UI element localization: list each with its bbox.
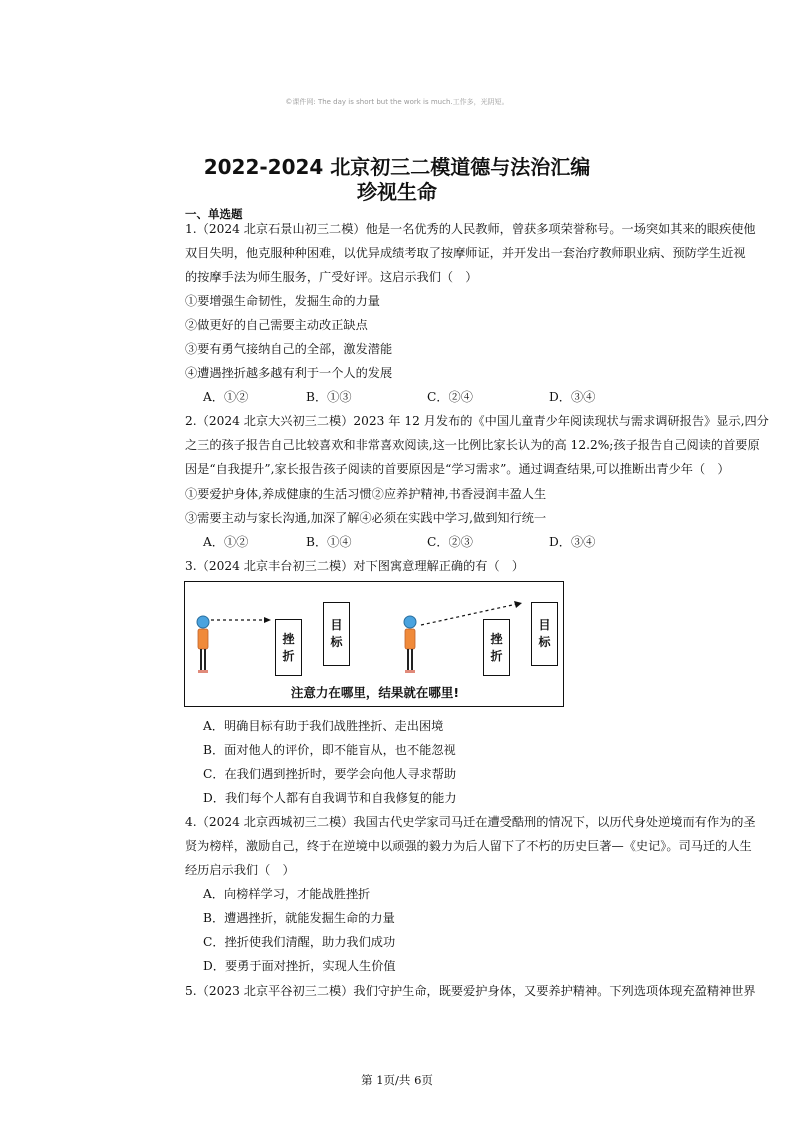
q5-stem-line-1: 5.（2023 北京平谷初三二模）我们守护生命，既要爱护身体，又要养护精神。下列选项体现充盈精神世界 bbox=[185, 984, 756, 998]
q3-option-b: B．面对他人的评价，即不能盲从，也不能忽视 bbox=[203, 743, 456, 757]
q1-statement-3: ③要有勇气接纳自己的全部，激发潜能 bbox=[185, 342, 393, 356]
obstacle-char-2: 折 bbox=[490, 648, 503, 663]
page-footer: 第 1页/共 6页 bbox=[361, 1073, 433, 1087]
document-subtitle: 珍视生命 bbox=[357, 180, 437, 204]
q2-option-b: B．①④ bbox=[306, 535, 352, 549]
q1-option-b: B．①③ bbox=[306, 390, 352, 404]
person-right-icon bbox=[404, 616, 416, 673]
q4-option-c: C．挫折使我们清醒，助力我们成功 bbox=[203, 935, 396, 949]
q2-option-a: A．①② bbox=[203, 535, 249, 549]
q2-stem-line-1: 2.（2024 北京大兴初三二模）2023 年 12 月发布的《中国儿童青少年阅读现状与需求调研报告》显示,四分 bbox=[185, 414, 769, 428]
q2-option-d: D．③④ bbox=[549, 535, 596, 549]
section-heading: 一、单选题 bbox=[185, 207, 243, 221]
q2-stem-line-3: 因是“自我提升”,家长报告孩子阅读的首要原因是“学习需求”。通过调查结果,可以推断出青少年（ ） bbox=[185, 462, 730, 476]
q4-option-a: A．向榜样学习，才能战胜挫折 bbox=[203, 887, 371, 901]
watermark: ©课件网: The day is short but the work is much.工作多，光阴短。 bbox=[285, 98, 509, 106]
q2-option-c: C．②③ bbox=[427, 535, 473, 549]
obstacle-char-2: 折 bbox=[282, 648, 295, 663]
figure-caption: 注意力在哪里，结果就在哪里! bbox=[290, 685, 460, 700]
q1-stem-line-1: 1.（2024 北京石景山初三二模）他是一名优秀的人民教师，曾获多项荣誉称号。一场突如其来的眼疾使他 bbox=[185, 222, 756, 236]
goal-char-1: 目 bbox=[330, 618, 343, 632]
q1-stem-line-2: 双目失明，他克服种种困难，以优异成绩考取了按摩师证，并开发出一套治疗教师职业病、预防学生近视 bbox=[185, 246, 746, 260]
q4-option-d: D．要勇于面对挫折，实现人生价值 bbox=[203, 959, 396, 973]
q1-option-d: D．③④ bbox=[549, 390, 596, 404]
goal-box-right bbox=[531, 602, 558, 666]
document-title: 2022-2024 北京初三二模道德与法治汇编 bbox=[203, 155, 591, 179]
obstacle-char-1: 挫 bbox=[282, 631, 295, 646]
q2-statement-2: ③需要主动与家长沟通,加深了解④必须在实践中学习,做到知行统一 bbox=[185, 511, 547, 525]
q1-statement-4: ④遭遇挫折越多越有利于一个人的发展 bbox=[185, 366, 393, 380]
q1-statement-1: ①要增强生命韧性，发掘生命的力量 bbox=[185, 294, 380, 308]
q1-stem-line-3: 的按摩手法为师生服务，广受好评。这启示我们（ ） bbox=[185, 270, 478, 284]
obstacle-box-left bbox=[275, 619, 302, 676]
q3-option-c: C．在我们遇到挫折时，要学会向他人寻求帮助 bbox=[203, 767, 457, 781]
goal-char-1: 目 bbox=[538, 618, 551, 632]
q2-stem-line-2: 之三的孩子报告自己比较喜欢和非常喜欢阅读,这一比例比家长认为的高 12.2%;孩子报告自己阅读的首要原 bbox=[185, 438, 760, 452]
q1-option-c: C．②④ bbox=[427, 390, 473, 404]
arrow-left-icon bbox=[211, 617, 271, 623]
goal-box-left bbox=[323, 602, 350, 666]
q4-stem-line-1: 4.（2024 北京西城初三二模）我国古代史学家司马迁在遭受酷刑的情况下，以历代身处逆境而有作为的圣 bbox=[185, 815, 756, 829]
obstacle-box-right bbox=[483, 619, 510, 676]
person-left-icon bbox=[197, 616, 209, 673]
q4-stem-line-3: 经历启示我们（ ） bbox=[185, 863, 295, 877]
goal-char-2: 标 bbox=[538, 635, 551, 649]
q1-option-a: A．①② bbox=[203, 390, 249, 404]
q4-stem-line-2: 贤为榜样，激励自己，终于在逆境中以顽强的毅力为后人留下了不朽的历史巨著—《史记》。司马迁的人生 bbox=[185, 839, 752, 853]
q3-option-d: D．我们每个人都有自我调节和自我修复的能力 bbox=[203, 791, 457, 805]
q2-statement-1: ①要爱护身体,养成健康的生活习惯②应养护精神,书香浸润丰盈人生 bbox=[185, 487, 547, 501]
q4-option-b: B．遭遇挫折，就能发掘生命的力量 bbox=[203, 911, 395, 925]
q3-stem: 3.（2024 北京丰台初三二模）对下图寓意理解正确的有（ ） bbox=[185, 559, 525, 573]
q3-figure bbox=[184, 581, 564, 707]
q3-option-a: A．明确目标有助于我们战胜挫折、走出困境 bbox=[203, 719, 444, 733]
obstacle-char-1: 挫 bbox=[490, 631, 503, 646]
goal-char-2: 标 bbox=[330, 635, 343, 649]
q1-statement-2: ②做更好的自己需要主动改正缺点 bbox=[185, 318, 368, 332]
